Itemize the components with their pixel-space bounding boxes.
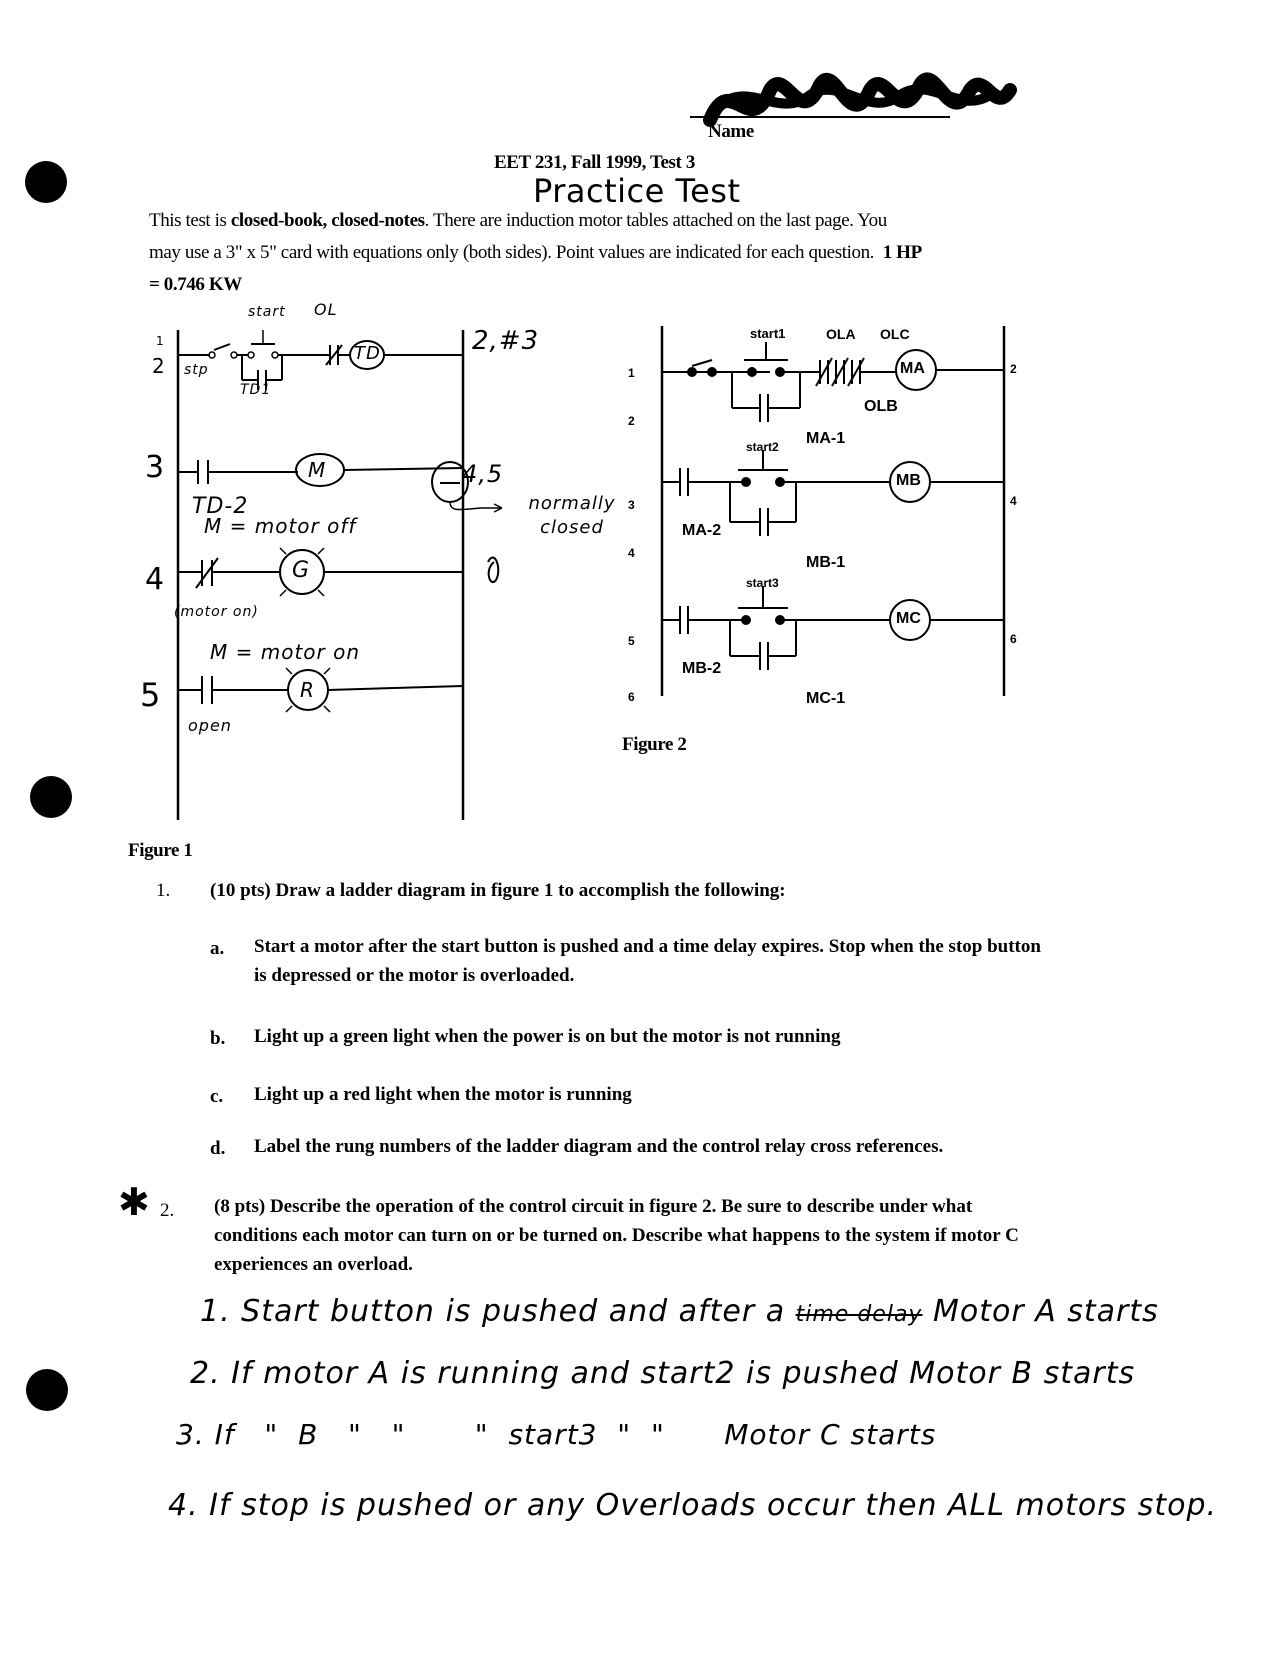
fig2-mb1-label: MB-1 bbox=[806, 554, 846, 571]
fig1-normally-closed-label: normally closed bbox=[528, 493, 616, 538]
fig2-rung-2: 2 bbox=[628, 414, 635, 428]
fig2-start1-label: start1 bbox=[750, 326, 786, 341]
q1-item-a-text bbox=[254, 932, 1041, 990]
fig2-olc-label: OLC bbox=[880, 326, 910, 342]
intro-line-1: This test is closed-book, closed-notes. There are induction motor tables attached on the last page. You bbox=[149, 210, 887, 231]
fig1-stop-label: stp bbox=[184, 362, 209, 378]
fig2-mb-coil-label: MB bbox=[896, 472, 921, 489]
fig1-rung-1: 1 bbox=[156, 334, 165, 348]
fig1-xref-3: 4,5 bbox=[462, 460, 504, 488]
fig1-rung-2: 2 bbox=[152, 354, 166, 378]
fig2-mc-coil-label: MC bbox=[896, 610, 921, 627]
q1-item-d-letter: d. bbox=[210, 1138, 226, 1159]
fig2-rung-3: 3 bbox=[628, 498, 635, 512]
intro-line-2: may use a 3" x 5" card with equations only (both sides). Point values are indicated for each question. 1 HP bbox=[149, 242, 922, 263]
q1-item-a-line-2: is depressed or the motor is overloaded. bbox=[254, 965, 575, 986]
fig2-start2-label: start2 bbox=[746, 440, 779, 454]
question-1-text: (10 pts) Draw a ladder diagram in figure 1 to accomplish the following: bbox=[210, 880, 786, 901]
question-2-line-2: conditions each motor can turn on or be turned on. Describe what happens to the system if motor C bbox=[214, 1225, 1019, 1246]
answer-line-1: 1. Start button is pushed and after a time delay Motor A starts bbox=[200, 1294, 1159, 1329]
intro-line-3: = 0.746 KW bbox=[149, 274, 242, 295]
q1-item-c-letter: c. bbox=[210, 1086, 224, 1107]
fig2-ma1-label: MA-1 bbox=[806, 430, 846, 447]
binder-hole-middle bbox=[30, 776, 72, 818]
fig2-mc1-label: MC-1 bbox=[806, 690, 846, 707]
fig2-ola-label: OLA bbox=[826, 326, 856, 342]
fig1-rung-5: 5 bbox=[140, 676, 162, 714]
question-2-number: 2. bbox=[160, 1200, 175, 1221]
figure-1-caption: Figure 1 bbox=[128, 840, 193, 861]
binder-hole-top bbox=[25, 161, 67, 203]
fig1-start-label: start bbox=[248, 304, 286, 320]
fig1-rung-4: 4 bbox=[145, 562, 166, 597]
fig1-m-off-label: M = motor off bbox=[204, 514, 357, 538]
q1-item-a-line-1: Start a motor after the start button is pushed and a time delay expires. Stop when the stop button bbox=[254, 936, 1041, 957]
fig1-r-light-label: R bbox=[300, 678, 315, 702]
answer-line-1-struck: time delay bbox=[795, 1302, 923, 1327]
fig2-ma-coil-label: MA bbox=[900, 360, 925, 377]
fig2-rung-5: 5 bbox=[628, 634, 635, 648]
figure-2-caption: Figure 2 bbox=[622, 734, 687, 755]
fig1-td1-label: TD1 bbox=[240, 382, 272, 398]
fig1-ol-label: OL bbox=[314, 300, 338, 319]
fig2-xref-ma: 2 bbox=[1010, 362, 1017, 376]
fig1-m-on-label: M = motor on bbox=[210, 640, 361, 664]
fig1-rung-3: 3 bbox=[145, 450, 166, 485]
name-label: Name bbox=[708, 121, 754, 142]
fig2-start3-label: start3 bbox=[746, 576, 779, 590]
binder-hole-bottom bbox=[26, 1369, 68, 1411]
question-2-text bbox=[214, 1192, 1019, 1279]
fig1-td2-label: TD-2 bbox=[192, 494, 249, 519]
fig2-olb-label: OLB bbox=[864, 398, 898, 415]
fig2-xref-mc: 6 bbox=[1010, 632, 1017, 646]
q1-item-a-letter: a. bbox=[210, 938, 225, 959]
fig1-xref-1: 2,#3 bbox=[472, 326, 540, 356]
handwritten-title: Practice Test bbox=[533, 172, 741, 210]
course-line: EET 231, Fall 1999, Test 3 bbox=[494, 152, 695, 173]
q1-item-d-text: Label the rung numbers of the ladder diagram and the control relay cross references. bbox=[254, 1136, 944, 1157]
answer-line-4: 4. If stop is pushed or any Overloads occur then ALL motors stop. bbox=[168, 1488, 1218, 1523]
fig2-rung-6: 6 bbox=[628, 690, 635, 704]
fig1-m-coil-label: M bbox=[308, 458, 327, 482]
q1-item-c-text: Light up a red light when the motor is running bbox=[254, 1084, 632, 1105]
fig2-rung-1: 1 bbox=[628, 366, 635, 380]
question-2-line-3: experiences an overload. bbox=[214, 1254, 413, 1275]
fig1-g-light-label: G bbox=[292, 558, 311, 583]
q1-item-b-letter: b. bbox=[210, 1028, 226, 1049]
fig1-td-label: TD bbox=[354, 343, 381, 364]
name-underline bbox=[690, 116, 950, 118]
fig1-open-label: open bbox=[188, 716, 232, 735]
figure-2-ladder-diagram bbox=[620, 300, 1020, 720]
fig2-ma2-label: MA-2 bbox=[682, 522, 722, 539]
q1-item-b-text: Light up a green light when the power is on but the motor is not running bbox=[254, 1026, 841, 1047]
fig2-rung-4: 4 bbox=[628, 546, 635, 560]
fig2-xref-mb: 4 bbox=[1010, 494, 1017, 508]
question-1-number: 1. bbox=[156, 880, 171, 901]
answer-line-3: 3. If " B " " " start3 " " Motor C starts bbox=[176, 1418, 937, 1451]
fig2-mb2-label: MB-2 bbox=[682, 660, 722, 677]
figure-1-ladder-diagram bbox=[130, 300, 650, 820]
question-2-line-1: (8 pts) Describe the operation of the control circuit in figure 2. Be sure to describe under what bbox=[214, 1196, 973, 1217]
intro-paragraph bbox=[149, 205, 1109, 301]
fig1-motor-on-note: (motor on) bbox=[174, 604, 259, 620]
question-2-star-mark: ✱ bbox=[118, 1180, 151, 1224]
answer-line-2: 2. If motor A is running and start2 is pushed Motor B starts bbox=[190, 1356, 1136, 1391]
